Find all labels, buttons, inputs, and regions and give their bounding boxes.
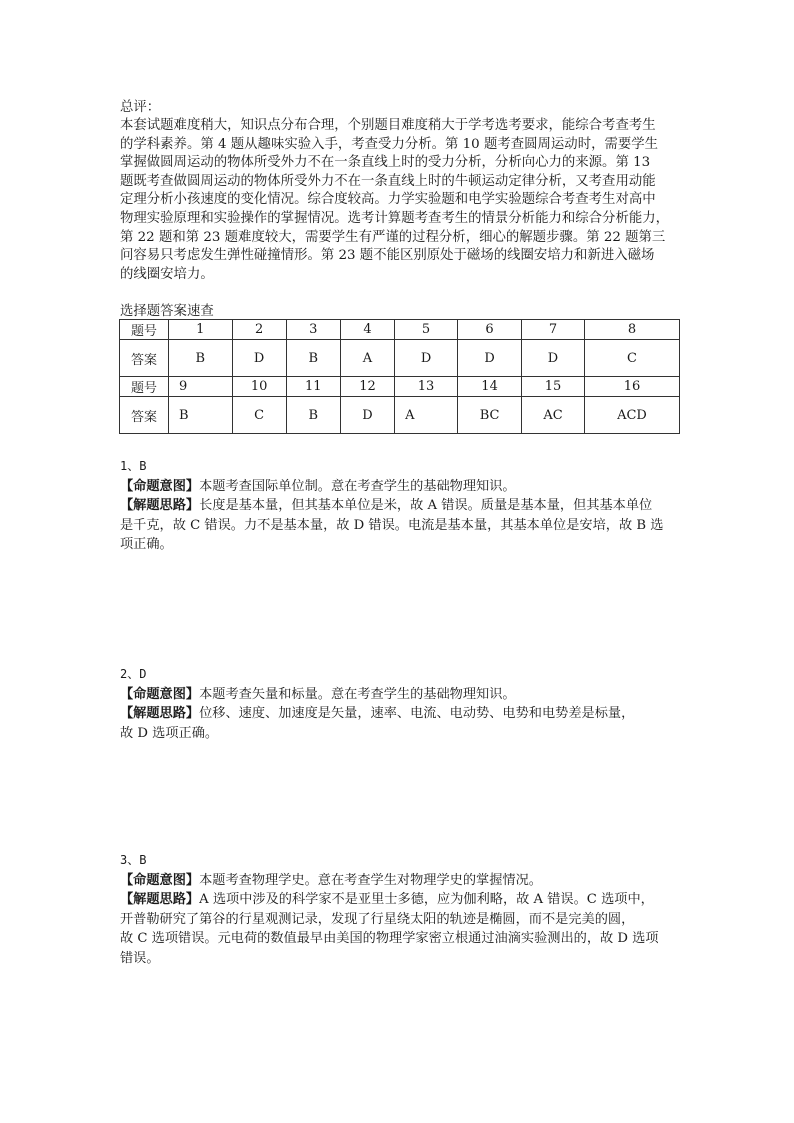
idea-text: 长度是基本量，但其基本单位是米，故 A 错误。质量是基本量，但其基本单位	[199, 498, 653, 514]
intent-text: 本题考查矢量和标量。意在考查学生的基础物理知识。	[199, 686, 516, 702]
idea-tag: 【解题思路】	[120, 498, 200, 514]
table-cell: 13	[395, 377, 458, 397]
summary-line: 本套试题难度稍大，知识点分布合理，个别题目难度稍大于学考选考要求，能综合考查考生	[120, 118, 656, 133]
table-cell: 6	[458, 320, 522, 340]
table-cell: C	[584, 340, 679, 377]
table-cell: 7	[522, 320, 585, 340]
question-intent	[120, 477, 680, 497]
idea-line: 项正确。	[120, 537, 173, 553]
table-cell: 5	[395, 320, 458, 340]
row-header: 题号	[120, 377, 169, 397]
table-cell: B	[169, 340, 233, 377]
table-row-answers	[120, 340, 680, 377]
table-cell: 3	[286, 320, 340, 340]
question-2	[120, 665, 680, 743]
idea-tag: 【解题思路】	[120, 892, 200, 908]
table-cell: ACD	[584, 397, 679, 434]
table-cell: 15	[522, 377, 585, 397]
intent-tag: 【命题意图】	[120, 686, 200, 702]
summary-line: 定理分析小孩速度的变化情况。综合度较高。力学实验题和电学实验题综合考查考生对高中	[120, 192, 656, 208]
summary-line: 题既考查做圆周运动的物体所受外力不在一条直线上时的牛顿运动定律分析，又考查用动能	[120, 173, 656, 189]
table-cell: A	[340, 340, 394, 377]
table-cell: B	[169, 397, 233, 434]
table-cell: 4	[340, 320, 394, 340]
summary-line: 第 22 题和第 23 题难度较大，需要学生有严谨的过程分析，细心的解题步骤。第 22 题第三	[120, 229, 666, 245]
question-idea	[120, 496, 680, 516]
table-cell: AC	[522, 397, 585, 434]
table-cell: D	[232, 340, 286, 377]
row-header: 答案	[120, 340, 169, 377]
summary-line: 的线圈安培力。	[120, 266, 214, 282]
idea-line: 错误。	[120, 950, 160, 966]
table-cell: B	[286, 340, 340, 377]
table-cell: 1	[169, 320, 233, 340]
summary-line: 问容易只考虑发生弹性碰撞情形。第 23 题不能区别原处于磁场的线圈安培力和新进入磁场	[120, 248, 655, 264]
table-cell: 9	[169, 377, 233, 397]
idea-line: 故 C 选项错误。元电荷的数值最早由美国的物理学家密立根通过油滴实验测出的，故 D 选项	[120, 931, 659, 947]
table-cell: D	[522, 340, 585, 377]
question-idea	[120, 704, 680, 724]
table-row-answers	[120, 397, 680, 434]
question-number: 2、D	[120, 667, 147, 681]
question-intent	[120, 685, 680, 705]
intent-text: 本题考查国际单位制。意在考查学生的基础物理知识。	[199, 478, 516, 494]
summary-body	[120, 117, 680, 284]
table-caption: 选择题答案速查	[120, 304, 214, 319]
row-header: 题号	[120, 320, 169, 340]
idea-tag: 【解题思路】	[120, 706, 200, 722]
idea-line: 开普勒研究了第谷的行星观测记录，发现了行星绕太阳的轨迹是椭圆，而不是完美的圆，	[120, 911, 635, 927]
table-cell: B	[286, 397, 340, 434]
intent-tag: 【命题意图】	[120, 872, 200, 888]
table-cell: 16	[584, 377, 679, 397]
question-number: 3、B	[120, 853, 147, 867]
intent-text: 本题考查物理学史。意在考查学生对物理学史的掌握情况。	[199, 872, 542, 888]
summary-line: 物理实验原理和实验操作的掌握情况。选考计算题考查考生的情景分析能力和综合分析能力，	[120, 210, 670, 226]
idea-text: 位移、速度、加速度是矢量，速率、电流、电动势、电势和电势差是标量，	[199, 706, 635, 722]
table-cell: D	[458, 340, 522, 377]
table-cell: C	[232, 397, 286, 434]
summary-line: 的学科素养。第 4 题从趣味实验入手，考查受力分析。第 10 题考查圆周运动时，需要学生	[120, 136, 659, 152]
answer-table	[119, 319, 680, 434]
table-cell: 12	[340, 377, 394, 397]
table-row-question-numbers	[120, 320, 680, 340]
table-cell: 2	[232, 320, 286, 340]
question-3	[120, 851, 680, 969]
table-cell: 8	[584, 320, 679, 340]
intent-tag: 【命题意图】	[120, 478, 200, 494]
table-cell: D	[395, 340, 458, 377]
table-cell: 14	[458, 377, 522, 397]
question-intent	[120, 871, 680, 891]
table-cell: A	[395, 397, 458, 434]
question-1	[120, 457, 680, 555]
summary-line: 掌握做圆周运动的物体所受外力不在一条直线上时的受力分析，分析向心力的来源。第 13	[120, 155, 651, 171]
idea-text: A 选项中涉及的科学家不是亚里士多德，应为伽利略，故 A 错误。C 选项中，	[199, 892, 654, 908]
question-idea	[120, 890, 680, 910]
row-header: 答案	[120, 397, 169, 434]
idea-line: 是千克，故 C 错误。力不是基本量，故 D 错误。电流是基本量，其基本单位是安培，故 B 选	[120, 517, 664, 533]
table-cell: 11	[286, 377, 340, 397]
table-cell: D	[340, 397, 394, 434]
table-row-question-numbers	[120, 377, 680, 397]
table-cell: BC	[458, 397, 522, 434]
table-cell: 10	[232, 377, 286, 397]
summary-title: 总评：	[120, 100, 161, 115]
question-number: 1、B	[120, 459, 147, 473]
idea-line: 故 D 选项正确。	[120, 725, 219, 741]
